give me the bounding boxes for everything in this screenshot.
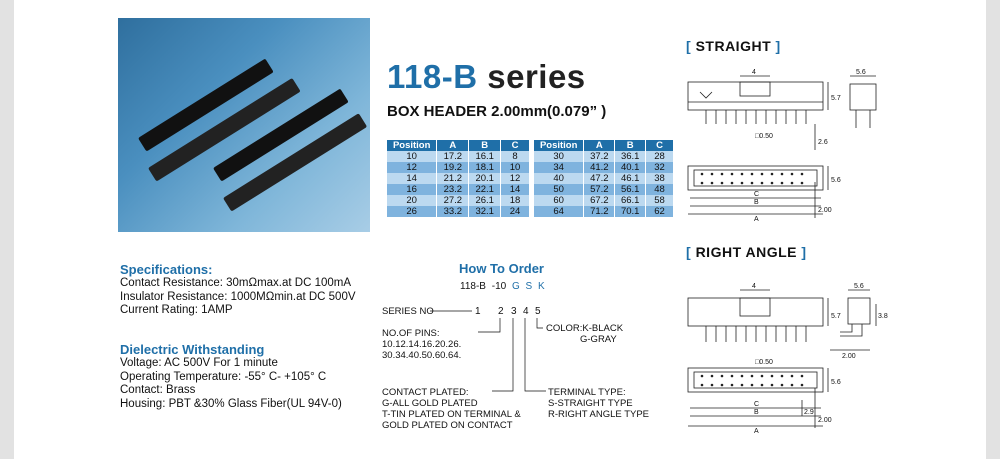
- dimension-cell: 23.2: [437, 184, 469, 195]
- dim-h: 5.7: [831, 95, 841, 102]
- ra-dim-h: 5.7: [831, 313, 841, 320]
- color-label: COLOR:K-BLACK: [546, 323, 624, 334]
- table-row: [387, 184, 530, 195]
- dimension-cell: 67.2: [584, 195, 615, 206]
- pins-values-2: 30.34.40.50.60.64.: [382, 350, 462, 361]
- table-row: [534, 173, 674, 184]
- dim-a: A: [754, 216, 759, 223]
- position-cell: 26: [387, 206, 437, 217]
- digit-4: 4: [523, 306, 529, 317]
- dimension-cell: 20.1: [469, 173, 501, 184]
- product-subtitle: BOX HEADER 2.00mm(0.079” ): [387, 103, 607, 120]
- color-alt: G-GRAY: [580, 334, 617, 345]
- right-angle-drawing: [680, 270, 890, 440]
- position-cell: 34: [534, 162, 584, 173]
- dimension-cell: 66.1: [615, 195, 646, 206]
- table-row: [534, 151, 674, 162]
- terminal-label: TERMINAL TYPE:: [548, 387, 626, 398]
- dielectric-list: [120, 357, 342, 411]
- dimension-cell: 56.1: [615, 184, 646, 195]
- specifications-list: [120, 277, 356, 318]
- contact-opt-2: T-TIN PLATED ON TERMINAL &: [382, 409, 521, 420]
- series-title: [387, 58, 586, 96]
- dielectric-line: Contact: Brass: [120, 384, 196, 396]
- position-cell: 40: [534, 173, 584, 184]
- terminal-opt-2: R-RIGHT ANGLE TYPE: [548, 409, 650, 420]
- ra-dim-side-w: 5.6: [854, 283, 864, 290]
- position-cell: 64: [534, 206, 584, 217]
- position-cell: 16: [387, 184, 437, 195]
- table-row: [534, 206, 674, 217]
- dielectric-line: Housing: PBT &30% Glass Fiber(UL 94V-0): [120, 397, 342, 410]
- straight-label: STRAIGHT: [695, 38, 772, 54]
- dimension-cell: 24: [501, 206, 530, 217]
- dim-pitch2: 2.00: [818, 207, 832, 214]
- position-table-left: [387, 140, 530, 217]
- dimension-cell: 19.2: [437, 162, 469, 173]
- contact-label: CONTACT PLATED:: [382, 387, 469, 398]
- code-part-color: K: [537, 281, 545, 292]
- code-part-series: 118-B: [460, 281, 486, 292]
- dim-side-w: 5.6: [856, 69, 866, 76]
- col-header-b: B: [615, 140, 646, 151]
- dimension-cell: 10: [501, 162, 530, 173]
- position-cell: 14: [387, 173, 437, 184]
- ra-dim-pitch: □0.50: [755, 359, 773, 366]
- dimension-cell: 71.2: [584, 206, 615, 217]
- ra-dim-b: B: [754, 409, 759, 416]
- dimension-cell: 37.2: [584, 151, 615, 162]
- straight-drawing: [680, 62, 890, 232]
- order-code: [460, 281, 545, 292]
- dielectric-line: Operating Temperature: -55° C- +105° C: [120, 370, 327, 383]
- position-table-right: [534, 140, 674, 217]
- ra-dim-a: A: [754, 428, 759, 435]
- dimension-cell: 8: [501, 151, 530, 162]
- model-number: 118-B: [387, 58, 478, 95]
- contact-opt-1: G-ALL GOLD PLATED: [382, 398, 478, 409]
- right-angle-label: RIGHT ANGLE: [695, 244, 797, 260]
- col-header-a: A: [437, 140, 469, 151]
- position-cell: 12: [387, 162, 437, 173]
- dim-c: C: [754, 191, 760, 198]
- dimension-cell: 28: [646, 151, 674, 162]
- table-row: [534, 162, 674, 173]
- position-cell: 10: [387, 151, 437, 162]
- position-cell: 20: [387, 195, 437, 206]
- pins-label: NO.OF PINS:: [382, 328, 440, 339]
- dielectric-heading: Dielectric Withstanding: [120, 342, 265, 357]
- how-to-order-diagram: [380, 276, 680, 436]
- ra-dim-top: 4: [752, 283, 756, 290]
- code-part-pins: -10: [491, 281, 507, 292]
- dim-top: 4: [752, 69, 756, 76]
- table-row: [387, 151, 530, 162]
- product-photo: [118, 18, 370, 232]
- digit-2: 2: [498, 306, 504, 317]
- digit-5: 5: [535, 306, 541, 317]
- code-part-terminal: S: [525, 281, 533, 292]
- ra-dim-row: 5.6: [831, 379, 841, 386]
- series-word: series: [487, 58, 586, 95]
- dielectric-line: Voltage: AC 500V For 1 minute: [120, 357, 278, 369]
- dimension-cell: 70.1: [615, 206, 646, 217]
- digit-1: 1: [475, 306, 481, 317]
- dimension-cell: 62: [646, 206, 674, 217]
- table-row: [534, 184, 674, 195]
- dimension-cell: 32.1: [469, 206, 501, 217]
- digit-3: 3: [511, 306, 517, 317]
- dimension-cell: 41.2: [584, 162, 615, 173]
- dimension-cell: 47.2: [584, 173, 615, 184]
- table-row: [387, 206, 530, 217]
- col-header-position: Position: [534, 140, 584, 151]
- spec-line: Current Rating: 1AMP: [120, 304, 233, 316]
- dimension-cell: 18: [501, 195, 530, 206]
- dim-lead: 2.6: [818, 139, 828, 146]
- specifications-heading: Specifications:: [120, 262, 213, 277]
- dim-b: B: [754, 199, 759, 206]
- dimension-cell: 40.1: [615, 162, 646, 173]
- spec-line: Insulator Resistance: 1000MΩmin.at DC 500V: [120, 290, 356, 303]
- dimension-cell: 57.2: [584, 184, 615, 195]
- ra-dim-c2: 2.9: [804, 409, 814, 416]
- dimension-cell: 58: [646, 195, 674, 206]
- pins-values-1: 10.12.14.16.20.26.: [382, 339, 462, 350]
- table-row: [387, 173, 530, 184]
- series-no-label: SERIES NO: [382, 306, 434, 317]
- dimension-cell: 38: [646, 173, 674, 184]
- dim-pitch: □0.50: [755, 133, 773, 140]
- dimension-cell: 46.1: [615, 173, 646, 184]
- contact-opt-3: GOLD PLATED ON CONTACT: [382, 420, 513, 431]
- how-to-order-heading: How To Order: [459, 261, 544, 276]
- dimension-cell: 21.2: [437, 173, 469, 184]
- terminal-opt-1: S-STRAIGHT TYPE: [548, 398, 633, 409]
- dimension-cell: 22.1: [469, 184, 501, 195]
- straight-heading: [ STRAIGHT ]: [686, 38, 781, 54]
- col-header-b: B: [469, 140, 501, 151]
- dimension-cell: 27.2: [437, 195, 469, 206]
- right-angle-heading: [ RIGHT ANGLE ]: [686, 244, 807, 260]
- position-cell: 60: [534, 195, 584, 206]
- ra-dim-c: C: [754, 401, 760, 408]
- dimension-cell: 32: [646, 162, 674, 173]
- ra-dim-pitch2: 2.00: [818, 417, 832, 424]
- dimension-cell: 12: [501, 173, 530, 184]
- dimension-cell: 33.2: [437, 206, 469, 217]
- position-cell: 30: [534, 151, 584, 162]
- dimension-cell: 14: [501, 184, 530, 195]
- col-header-c: C: [501, 140, 530, 151]
- table-row: [387, 162, 530, 173]
- dimension-cell: 36.1: [615, 151, 646, 162]
- dimension-cell: 17.2: [437, 151, 469, 162]
- position-cell: 50: [534, 184, 584, 195]
- dimension-cell: 48: [646, 184, 674, 195]
- ra-dim-h2: 3.8: [878, 313, 888, 320]
- table-row: [387, 195, 530, 206]
- dimension-cell: 16.1: [469, 151, 501, 162]
- dimension-cell: 26.1: [469, 195, 501, 206]
- code-part-plating: G: [511, 281, 520, 292]
- table-row: [534, 195, 674, 206]
- dimension-cell: 18.1: [469, 162, 501, 173]
- col-header-a: A: [584, 140, 615, 151]
- ra-dim-lead: 2.00: [842, 353, 856, 360]
- spec-line: Contact Resistance: 30mΩmax.at DC 100mA: [120, 277, 352, 289]
- dim-row: 5.6: [831, 177, 841, 184]
- col-header-c: C: [646, 140, 674, 151]
- col-header-position: Position: [387, 140, 437, 151]
